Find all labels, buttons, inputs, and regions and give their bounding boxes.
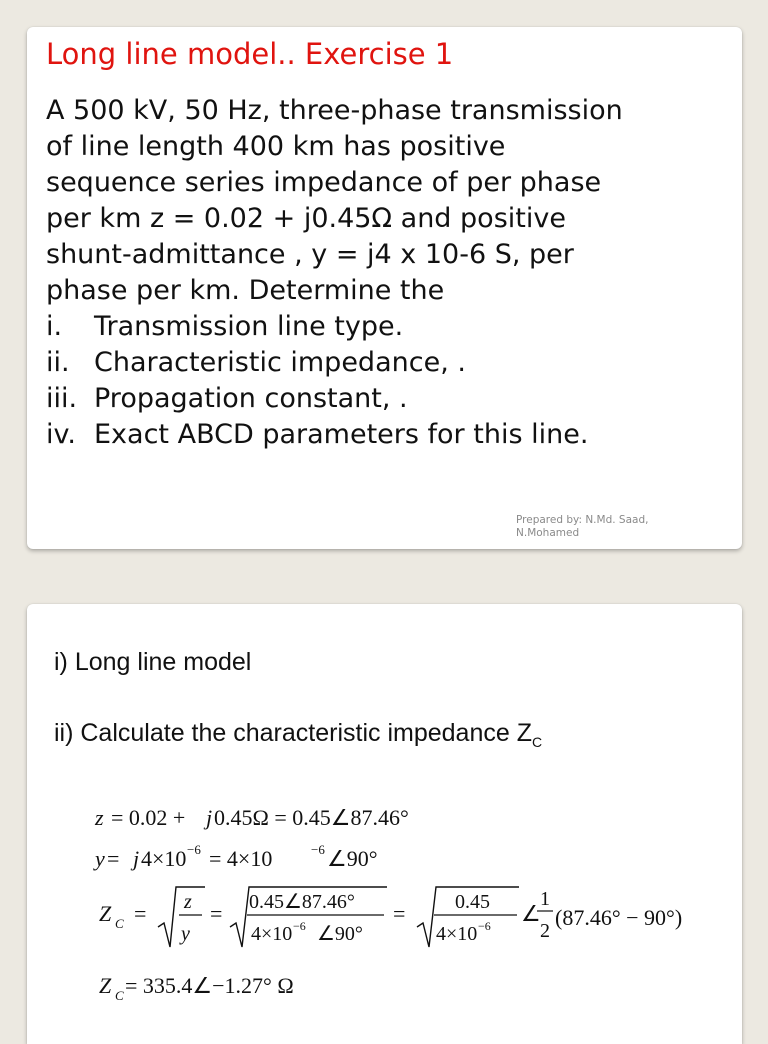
eq-fraction-denominator: 4×10 xyxy=(251,923,293,945)
problem-line: sequence series impedance of per phase xyxy=(46,167,602,198)
problem-statement xyxy=(46,93,726,453)
list-item-number: iv. xyxy=(46,419,76,450)
characteristic-impedance-equations xyxy=(27,604,742,1024)
eq-fraction-denominator: 4×10 xyxy=(436,923,478,945)
problem-line: phase per km. Determine the xyxy=(46,275,445,306)
list-item-text: Propagation constant, . xyxy=(94,383,408,414)
equation-zc-result xyxy=(99,973,294,1003)
eq-text: 4×10 xyxy=(141,846,187,871)
eq-text: = 335.4∠−1.27° Ω xyxy=(125,973,294,998)
slide-title: Long line model.. Exercise 1 xyxy=(46,37,454,71)
eq-exponent: −6 xyxy=(293,919,306,933)
list-item-text: Characteristic impedance, . xyxy=(94,347,466,378)
slide-solution xyxy=(27,604,742,1044)
footer-line: Prepared by: N.Md. Saad, xyxy=(516,514,649,526)
list-item xyxy=(46,309,726,345)
slide-footer xyxy=(516,514,696,540)
eq-text: = xyxy=(107,846,120,871)
eq-exponent: −6 xyxy=(187,842,201,857)
answer-part-ii-subscript: C xyxy=(531,734,543,750)
list-item xyxy=(46,345,726,381)
problem-line: A 500 kV, 50 Hz, three-phase transmission xyxy=(46,95,623,126)
footer-line: N.Mohamed xyxy=(516,527,580,539)
problem-line: of line length 400 km has positive xyxy=(46,131,506,162)
problem-line: shunt-admittance , y = j4 x 10-6 S, per xyxy=(46,239,574,270)
eq-fraction-numerator: 0.45∠87.46° xyxy=(249,891,355,913)
list-item-number: iii. xyxy=(46,383,78,414)
list-item xyxy=(46,381,726,417)
list-item xyxy=(46,417,726,453)
list-item-text: Transmission line type. xyxy=(94,311,404,342)
eq-fraction-denominator: y xyxy=(181,923,190,945)
eq-fraction-denominator: 2 xyxy=(540,920,550,942)
problem-line: per km z = 0.02 + j0.45Ω and positive xyxy=(46,203,566,234)
list-item-text: Exact ABCD parameters for this line. xyxy=(94,419,589,450)
eq-symbol: Z xyxy=(99,901,112,926)
eq-symbol: Z xyxy=(99,973,112,998)
eq-fraction-numerator: 0.45 xyxy=(455,891,490,913)
eq-symbol: j xyxy=(206,805,213,830)
answer-part-i: i) Long line model xyxy=(54,648,252,676)
eq-text: ∠90° xyxy=(327,846,378,871)
eq-fraction-denominator: ∠90° xyxy=(317,923,363,945)
eq-text: (87.46° − 90°) xyxy=(555,905,683,930)
eq-exponent: −6 xyxy=(311,842,325,857)
eq-text: ∠ xyxy=(521,901,541,926)
slide-exercise xyxy=(27,27,742,549)
list-item-number: ii. xyxy=(46,347,70,378)
eq-fraction-numerator: z xyxy=(184,891,192,913)
eq-subscript: C xyxy=(115,988,124,1003)
eq-symbol: z xyxy=(95,805,104,830)
equation-y xyxy=(93,842,378,871)
list-item-number: i. xyxy=(46,311,63,342)
eq-text: = xyxy=(393,901,406,926)
eq-exponent: −6 xyxy=(478,919,491,933)
eq-text: = xyxy=(210,901,223,926)
eq-text: = 4×10 xyxy=(209,846,273,871)
eq-text: = 0.02 + xyxy=(111,805,186,830)
eq-text: = xyxy=(134,901,147,926)
eq-text: 0.45Ω = 0.45∠87.46° xyxy=(214,805,409,830)
eq-symbol: j xyxy=(133,846,140,871)
eq-symbol: y xyxy=(95,846,105,871)
eq-subscript: C xyxy=(115,916,124,931)
equation-z xyxy=(94,805,409,830)
equation-zc-derivation xyxy=(99,887,682,947)
eq-fraction-numerator: 1 xyxy=(540,888,550,910)
answer-part-ii-text: ii) Calculate the characteristic impedance Z xyxy=(54,719,532,747)
